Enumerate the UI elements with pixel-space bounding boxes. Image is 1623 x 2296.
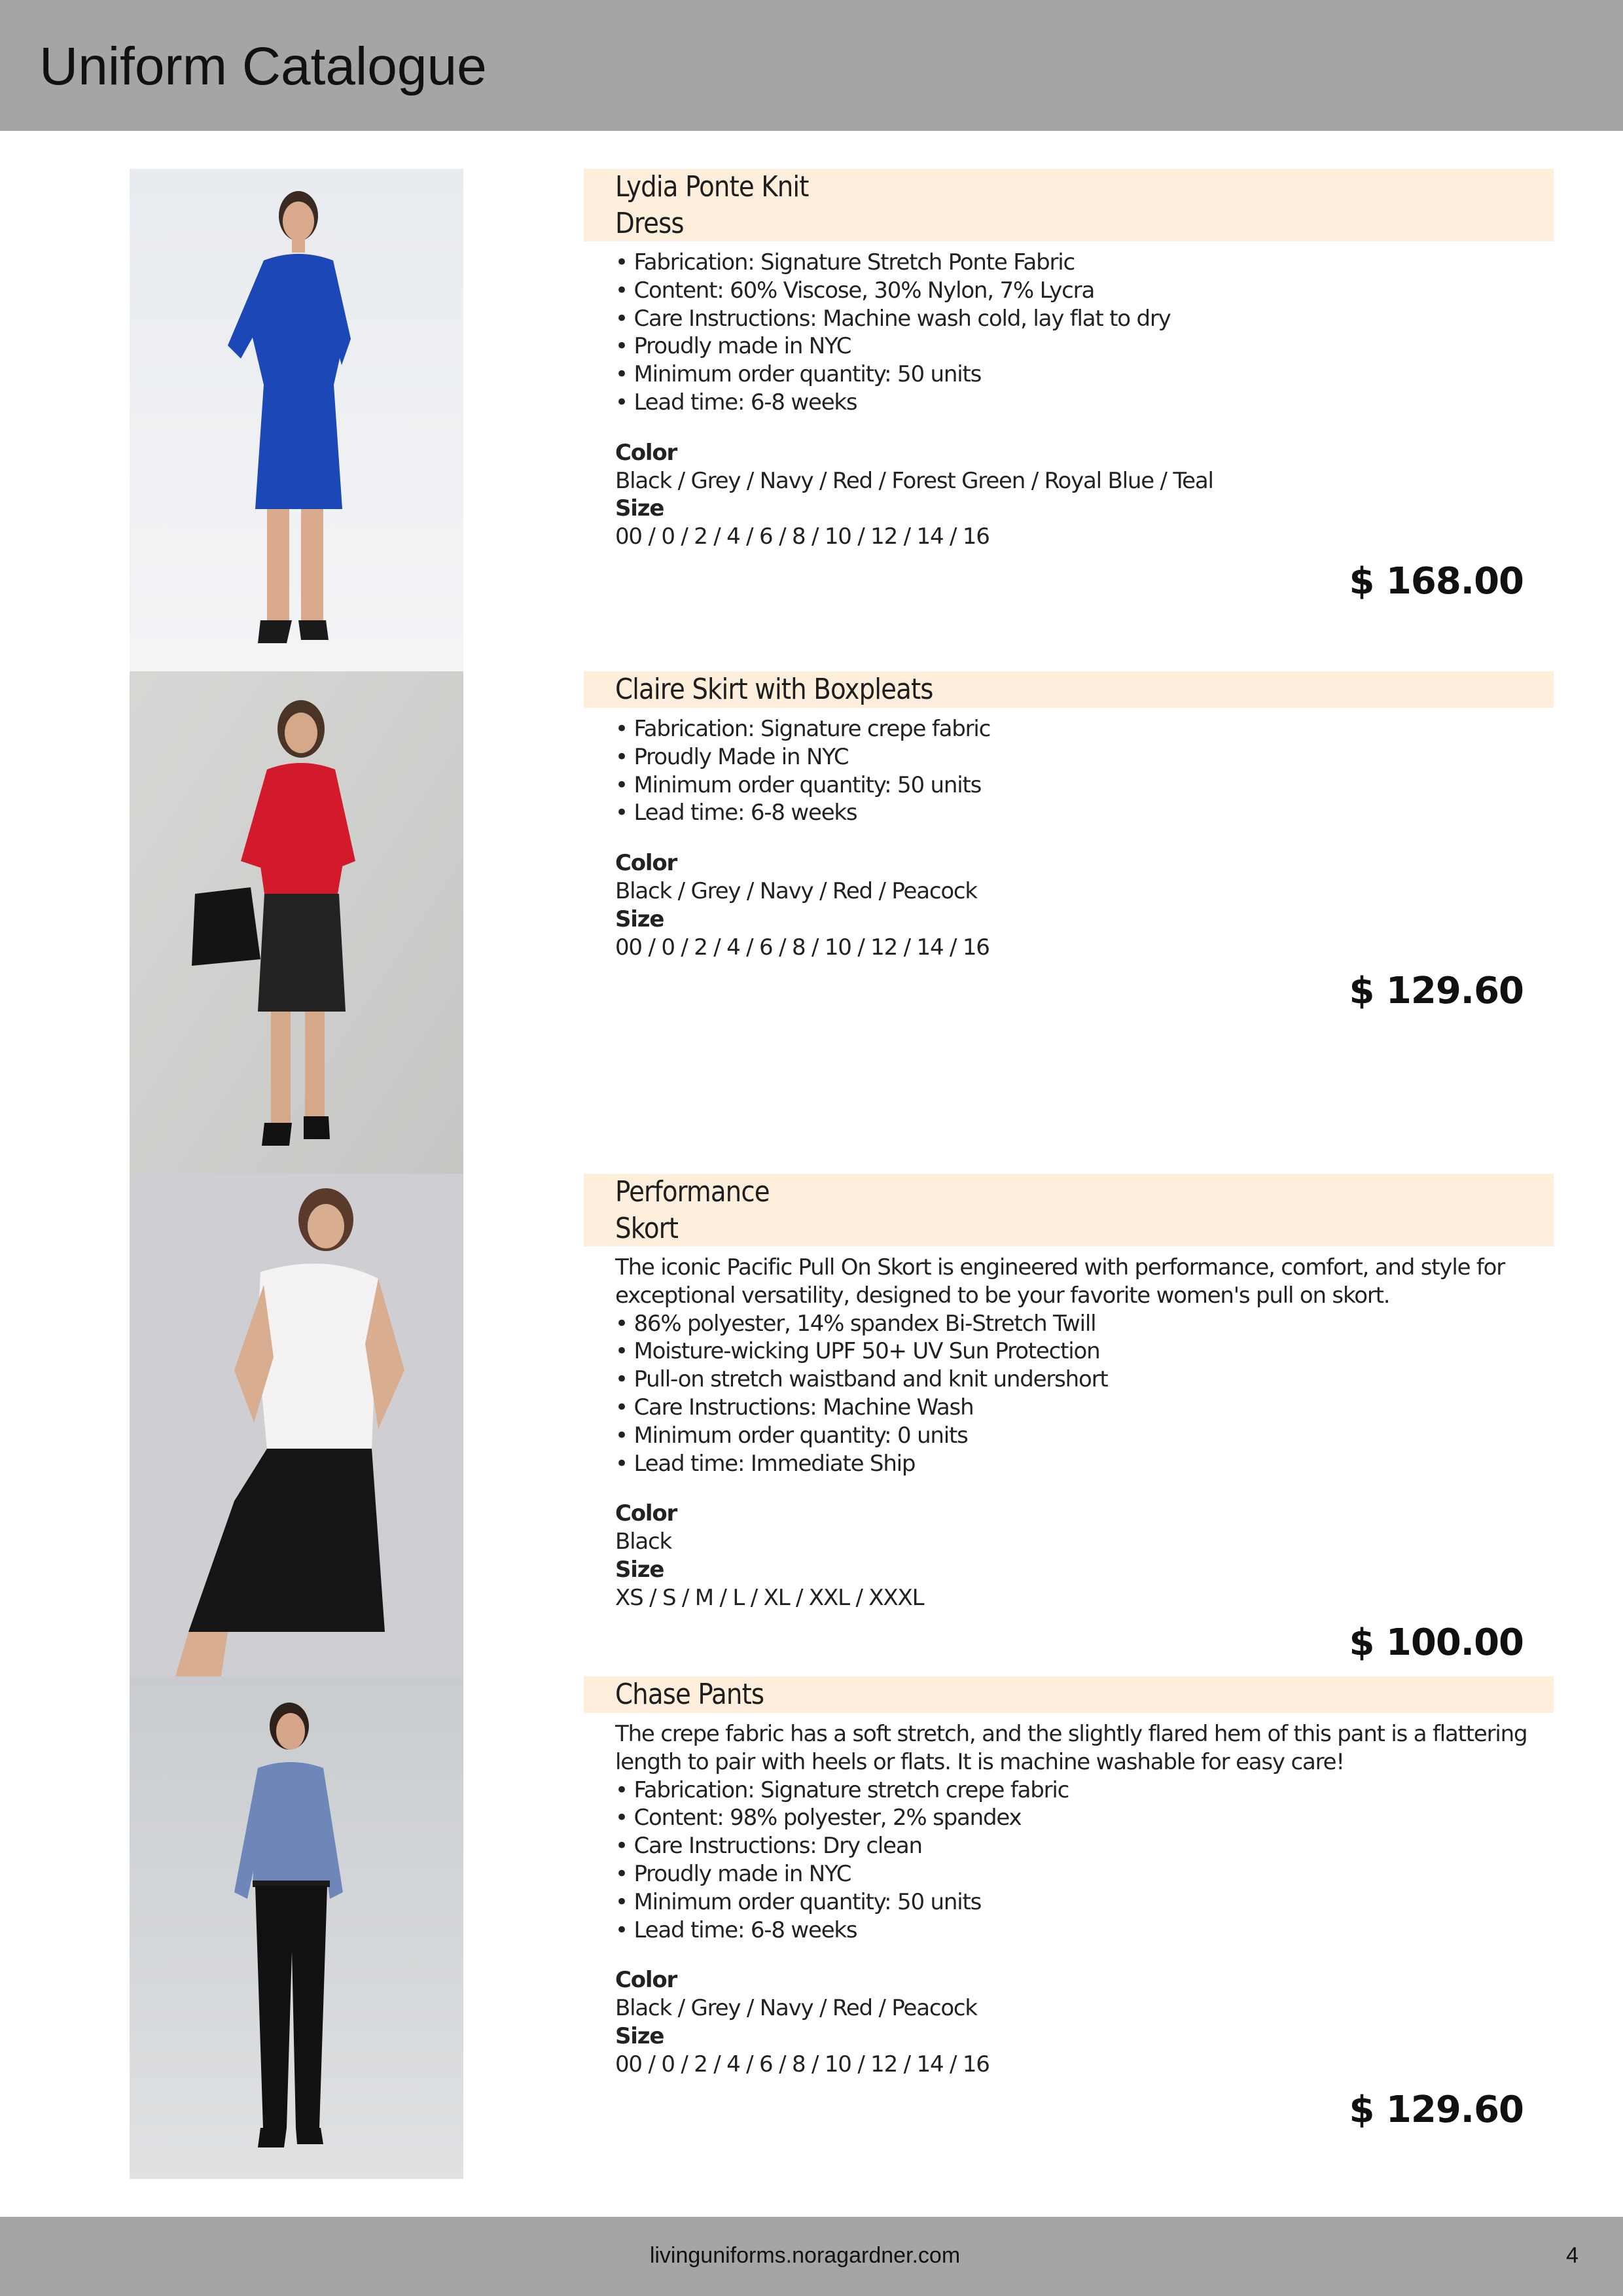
product-name-line: Skort — [615, 1212, 679, 1245]
product-photo[interactable] — [130, 1676, 463, 2179]
size-options: 00 / 0 / 2 / 4 / 6 / 8 / 10 / 12 / 14 / 16 — [615, 523, 990, 550]
product-price: $ 168.00 — [1349, 560, 1524, 603]
page-footer — [0, 2217, 1623, 2296]
model-photo-icon — [130, 1676, 463, 2179]
model-photo-icon — [130, 169, 463, 671]
model-photo-icon — [130, 1174, 463, 1676]
page-number: 4 — [1566, 2243, 1578, 2268]
bullet-item: • Care Instructions: Machine Wash — [615, 1394, 974, 1421]
product-details — [615, 1720, 1527, 2079]
description-line: length to pair with heels or flats. It is machine washable for easy care! — [615, 1748, 1344, 1775]
bullet-item: • Proudly made in NYC — [615, 333, 851, 360]
footer-url-link[interactable]: livinguniforms.noragardner.com — [649, 2243, 961, 2268]
color-options: Black / Grey / Navy / Red / Forest Green / Royal Blue / Teal — [615, 467, 1213, 494]
description-line: The iconic Pacific Pull On Skort is engineered with performance, comfort, and style for — [615, 1254, 1505, 1280]
bullet-item: • Minimum order quantity: 0 units — [615, 1422, 968, 1449]
size-label: Size — [615, 495, 664, 522]
product-name-line: Claire Skirt with Boxpleats — [615, 673, 933, 706]
color-label: Color — [615, 1967, 677, 1994]
color-label: Color — [615, 439, 677, 466]
bullet-item: • Care Instructions: Machine wash cold, lay flat to dry — [615, 305, 1171, 332]
page-header — [0, 0, 1623, 131]
product-price: $ 100.00 — [1349, 1621, 1524, 1664]
bullet-item: • Fabrication: Signature Stretch Ponte Fabric — [615, 249, 1075, 275]
color-options: Black / Grey / Navy / Red / Peacock — [615, 1995, 977, 2022]
bullet-item: • Lead time: Immediate Ship — [615, 1450, 916, 1477]
size-options: 00 / 0 / 2 / 4 / 6 / 8 / 10 / 12 / 14 / 16 — [615, 2051, 990, 2077]
bullet-item: • Proudly made in NYC — [615, 1860, 851, 1887]
product-photo[interactable] — [130, 671, 463, 1174]
bullet-item: • Lead time: 6-8 weeks — [615, 1916, 857, 1943]
product-name-line: Chase Pants — [615, 1678, 764, 1711]
product-name — [615, 671, 1191, 708]
model-photo-icon — [130, 671, 463, 1174]
product-price: $ 129.60 — [1349, 2089, 1524, 2131]
product-details — [615, 715, 1518, 961]
bullet-item: • Lead time: 6-8 weeks — [615, 800, 857, 826]
product-name-line: Lydia Ponte Knit — [615, 170, 809, 203]
description-line: exceptional versatility, designed to be your favorite women's pull on skort. — [615, 1282, 1390, 1309]
product-price: $ 129.60 — [1349, 970, 1524, 1012]
bullet-item: • Fabrication: Signature stretch crepe fabric — [615, 1776, 1069, 1803]
product-details — [615, 249, 1518, 551]
bullet-item: • Pull-on stretch waistband and knit undershort — [615, 1366, 1108, 1393]
color-options: Black / Grey / Navy / Red / Peacock — [615, 877, 977, 904]
product-name-line: Performance — [615, 1175, 770, 1209]
bullet-item: • Fabrication: Signature crepe fabric — [615, 716, 991, 742]
bullet-item: • Proudly Made in NYC — [615, 743, 849, 770]
size-options: XS / S / M / L / XL / XXL / XXXL — [615, 1584, 924, 1611]
product-name — [615, 1676, 1191, 1713]
bullet-item: • Minimum order quantity: 50 units — [615, 1888, 982, 1915]
bullet-item: • Lead time: 6-8 weeks — [615, 389, 857, 415]
bullet-item: • Content: 98% polyester, 2% spandex — [615, 1805, 1022, 1831]
product-photo[interactable] — [130, 169, 463, 671]
product-details — [615, 1254, 1518, 1612]
bullet-item: • Care Instructions: Dry clean — [615, 1833, 922, 1860]
size-label: Size — [615, 2022, 664, 2049]
size-options: 00 / 0 / 2 / 4 / 6 / 8 / 10 / 12 / 14 / 16 — [615, 934, 990, 961]
color-label: Color — [615, 1500, 677, 1527]
description-line: The crepe fabric has a soft stretch, and the slightly flared hem of this pant is a flattering — [615, 1721, 1527, 1747]
product-name — [615, 1174, 1191, 1247]
catalogue-title: Uniform Catalogue — [39, 37, 487, 96]
color-options: Black — [615, 1528, 671, 1555]
bullet-item: • Moisture-wicking UPF 50+ UV Sun Protection — [615, 1338, 1100, 1365]
bullet-item: • 86% polyester, 14% spandex Bi-Stretch Twill — [615, 1310, 1096, 1337]
product-name-line: Dress — [615, 207, 684, 240]
color-label: Color — [615, 850, 677, 877]
bullet-item: • Minimum order quantity: 50 units — [615, 361, 982, 388]
bullet-item: • Content: 60% Viscose, 30% Nylon, 7% Lycra — [615, 277, 1095, 304]
product-name — [615, 169, 1191, 242]
product-photo[interactable] — [130, 1174, 463, 1676]
bullet-item: • Minimum order quantity: 50 units — [615, 771, 982, 798]
size-label: Size — [615, 906, 664, 932]
size-label: Size — [615, 1556, 664, 1583]
